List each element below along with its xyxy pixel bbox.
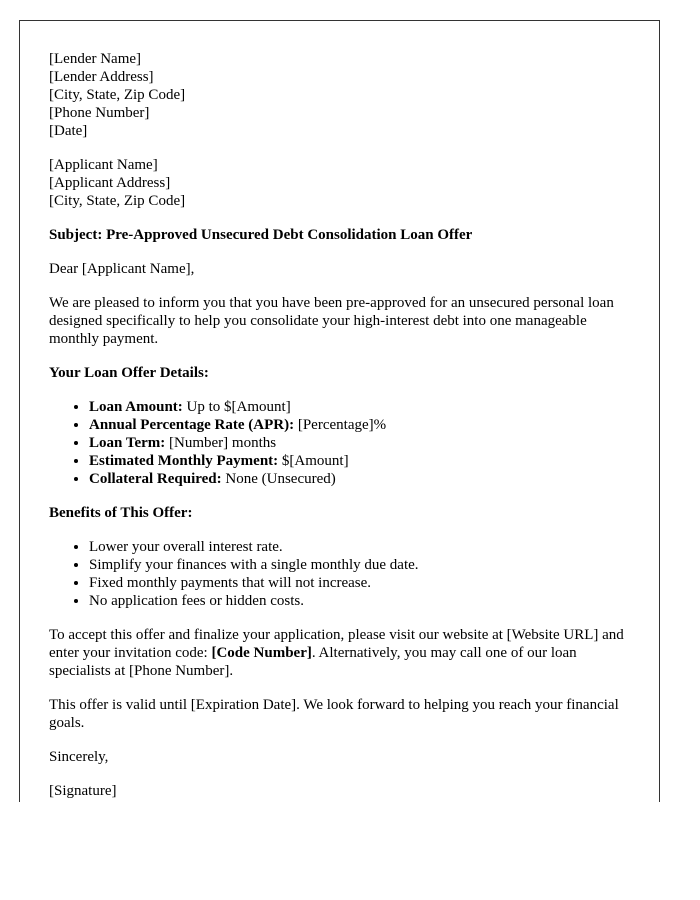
- letter-page: [19, 20, 660, 802]
- intro-paragraph: We are pleased to inform you that you have been pre-approved for an unsecured personal loan designed specifically to help you consolidate your high-interest debt into one manageable monthly payment.: [49, 295, 614, 347]
- list-item: • Fixed monthly payments that will not increase.: [89, 574, 630, 592]
- details-heading: Your Loan Offer Details:: [49, 365, 209, 381]
- list-item: • Simplify your finances with a single monthly due date.: [89, 556, 630, 574]
- lender-address: [Lender Address]: [49, 69, 154, 85]
- list-item: [89, 398, 630, 416]
- benefits-heading: Benefits of This Offer:: [49, 505, 193, 521]
- list-item: [89, 416, 630, 434]
- lender-city: [City, State, Zip Code]: [49, 87, 186, 103]
- accept-text: To accept this offer and finalize your application, please visit our website at [Website URL] and enter your invitation code:: [49, 627, 624, 661]
- detail-value: None (Unsecured): [221, 471, 336, 487]
- detail-label: Loan Amount:: [89, 399, 183, 415]
- list-item: • Lower your overall interest rate.: [89, 538, 630, 556]
- detail-value: [Number] months: [165, 435, 277, 451]
- list-item: [89, 452, 630, 470]
- sender-block: [49, 50, 630, 140]
- greeting: Dear [Applicant Name],: [49, 261, 195, 277]
- list-item: • No application fees or hidden costs.: [89, 592, 630, 610]
- lender-phone: [Phone Number]: [49, 105, 150, 121]
- accept-text-end: . Alternatively, you may call one of our loan specialists at [Phone Number].: [49, 645, 577, 679]
- validity-paragraph: This offer is valid until [Expiration Date]. We look forward to helping you reach your financial goals.: [49, 697, 619, 731]
- closing: Sincerely,: [49, 749, 109, 765]
- benefits-list: [49, 538, 630, 610]
- detail-value: [Percentage]%: [294, 417, 387, 433]
- subject-line: Subject: Pre-Approved Unsecured Debt Consolidation Loan Offer: [49, 227, 473, 243]
- applicant-city: [City, State, Zip Code]: [49, 193, 186, 209]
- details-list: [49, 398, 630, 488]
- applicant-address: [Applicant Address]: [49, 175, 171, 191]
- detail-value: $[Amount]: [278, 453, 349, 469]
- list-item: [89, 470, 630, 488]
- detail-label: Annual Percentage Rate (APR):: [89, 417, 295, 433]
- applicant-name: [Applicant Name]: [49, 157, 158, 173]
- letter-date: [Date]: [49, 123, 88, 139]
- detail-label: Loan Term:: [89, 435, 166, 451]
- detail-value: Up to $[Amount]: [182, 399, 291, 415]
- list-item: [89, 434, 630, 452]
- detail-label: Estimated Monthly Payment:: [89, 453, 279, 469]
- signature: [Signature]: [49, 783, 117, 799]
- detail-label: Collateral Required:: [89, 471, 222, 487]
- recipient-block: [49, 156, 630, 210]
- lender-name: [Lender Name]: [49, 51, 142, 67]
- accept-paragraph: [49, 626, 630, 680]
- invitation-code: [Code Number]: [211, 645, 312, 661]
